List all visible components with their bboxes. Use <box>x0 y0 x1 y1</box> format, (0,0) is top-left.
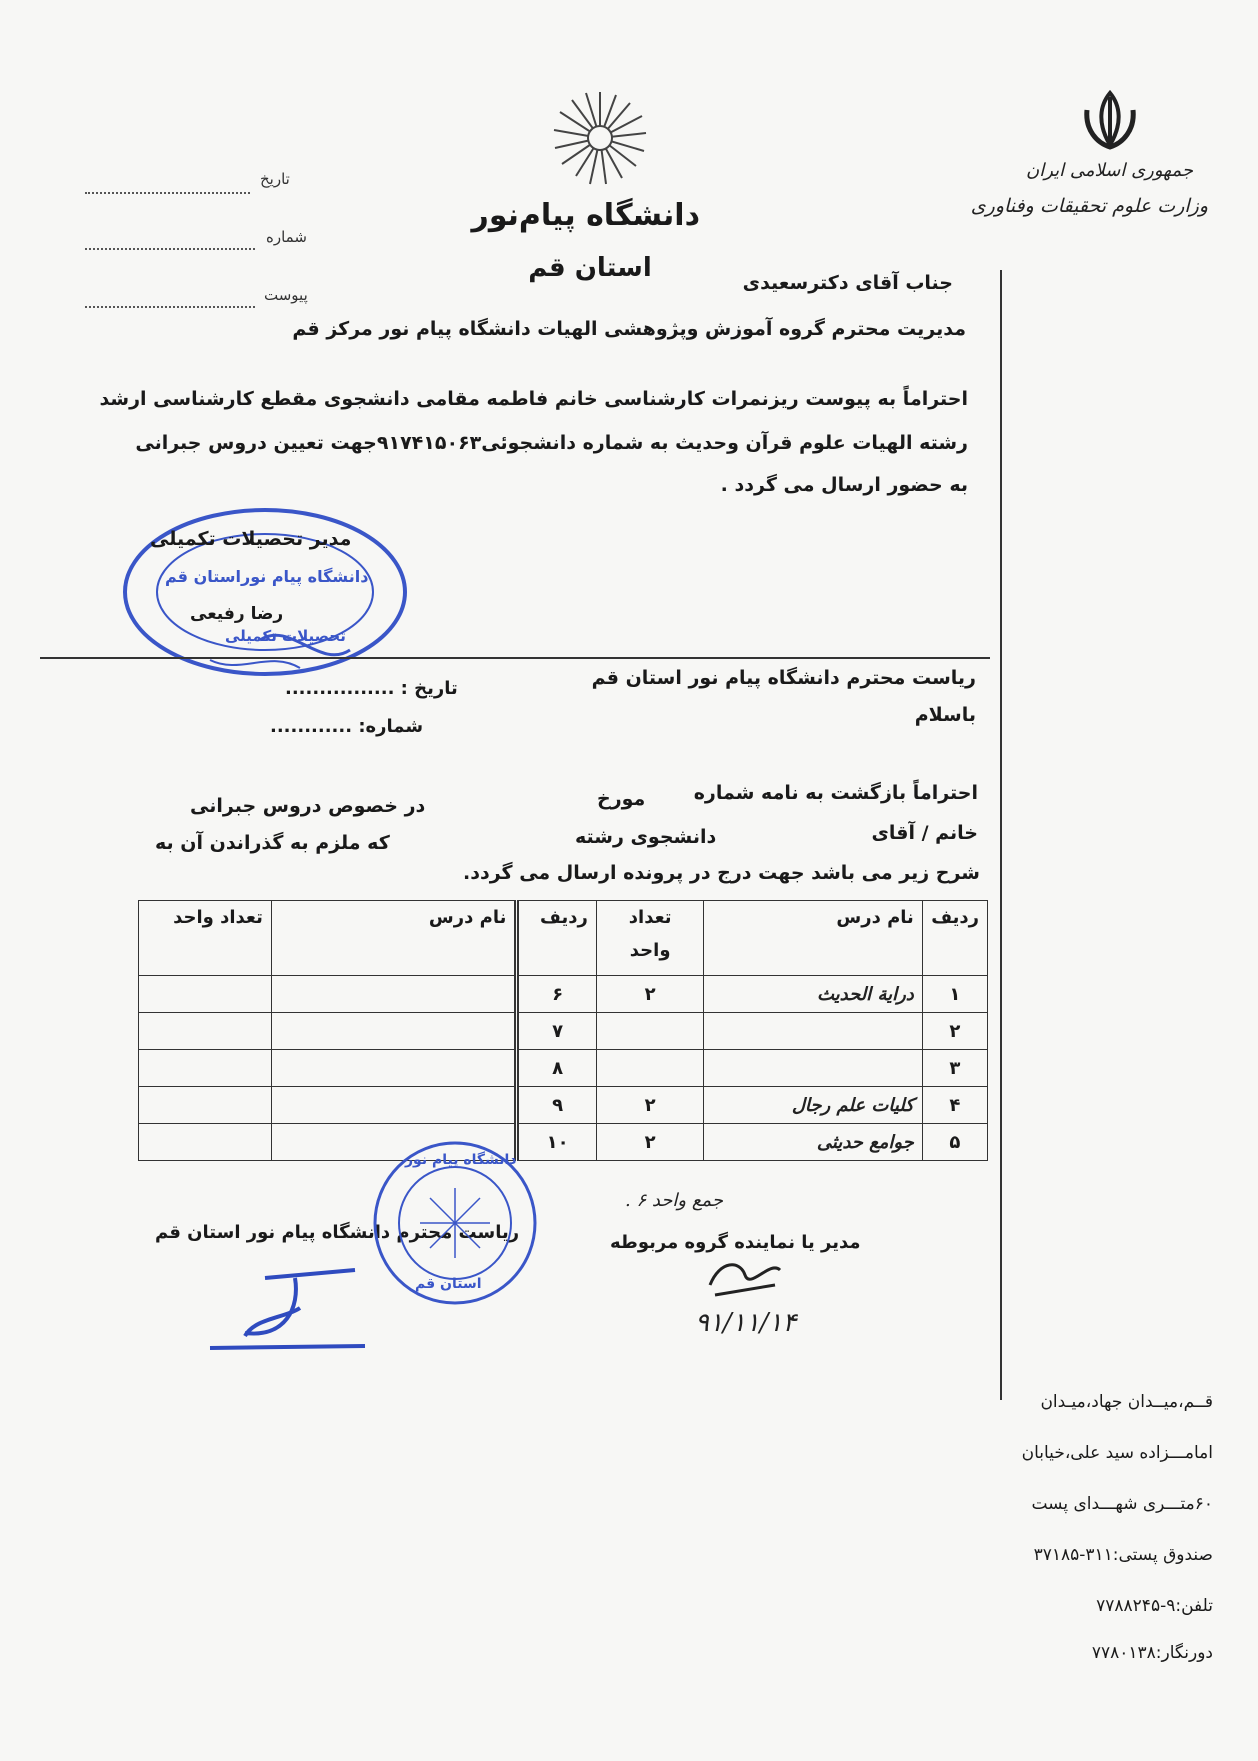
fax: دورنگار:۷۷۸۰۱۳۸ <box>1091 1643 1213 1663</box>
stamp-ring-text: دانشگاه پیام نوراستان قم <box>165 567 369 586</box>
president-label: ریاست محترم دانشگاه پیام نور استان قم <box>155 1222 520 1243</box>
reply-line3: شرح زیر می باشد جهت درج در پرونده ارسال می گردد. <box>463 862 980 884</box>
table-row <box>139 1013 988 1050</box>
header-units-2: تعداد واحد <box>139 901 272 976</box>
date-dots <box>85 178 250 194</box>
row-number-2: ۶ <box>517 976 596 1013</box>
address-line-4: صندوق پستی:۳۱۱-۳۷۱۸۵ <box>1033 1545 1213 1565</box>
course-name: کلیات علم رجال <box>704 1087 922 1124</box>
reply-line1-a: احتراماً بازگشت به نامه شماره <box>693 782 978 804</box>
table-row <box>139 1050 988 1087</box>
address-line-3: ۶۰متـــری شهـــدای پست <box>1031 1494 1213 1514</box>
number-label: شماره <box>266 228 307 246</box>
number-dots <box>85 234 255 250</box>
table-row <box>139 976 988 1013</box>
table-header-row <box>139 901 988 976</box>
recipient-title: مدیریت محترم گروه آموزش وپژوهشی الهیات دانشگاه پیام نور مرکز قم <box>292 318 966 340</box>
row-number: ۳ <box>922 1050 987 1087</box>
university-name: دانشگاه پیام‌نور <box>471 198 700 233</box>
row-number-2: ۸ <box>517 1050 596 1087</box>
date-label: تاریخ <box>260 170 290 188</box>
course-units <box>596 1013 704 1050</box>
reply-line2-a: خانم / آقای <box>871 822 978 844</box>
phone: تلفن:۹-۷۷۸۸۲۴۵ <box>1096 1596 1213 1616</box>
body-line-1: احتراماً به پیوست ریزنمرات کارشناسی خانم فاطمه مقامی دانشجوی مقطع کارشناسی ارشد <box>99 388 968 410</box>
attachment-label: پیوست <box>264 286 308 304</box>
emblem-line-2: وزارت علوم تحقیقات وفناوری <box>970 195 1208 217</box>
manager-signature-icon <box>700 1250 790 1310</box>
course-name-2 <box>271 1050 517 1087</box>
compensatory-courses-table <box>138 900 988 1161</box>
university-logo-icon <box>550 88 650 188</box>
header-course-2: نام درس <box>271 901 517 976</box>
vertical-divider <box>1000 270 1002 1400</box>
stamp-bottom-text: تحصیلات تکمیلی <box>225 627 346 645</box>
stamp2-ring-text: دانشگاه پیام نور <box>405 1152 517 1168</box>
province-name: استان قم <box>528 253 652 283</box>
signer-name: رضا رفیعی <box>190 604 284 624</box>
row-number-2: ۱۰ <box>517 1124 596 1161</box>
row-number: ۱ <box>922 976 987 1013</box>
iran-emblem-icon <box>1075 85 1145 155</box>
reply-line1-c: در خصوص دروس جبرانی <box>190 795 426 817</box>
course-name-2 <box>271 976 517 1013</box>
table-row <box>139 1087 988 1124</box>
address-line-1: قــم،میــدان جهاد،میـدان <box>1040 1392 1213 1412</box>
row-number: ۲ <box>922 1013 987 1050</box>
row-number-2: ۹ <box>517 1087 596 1124</box>
course-units: ۲ <box>596 976 704 1013</box>
reply-addressee: ریاست محترم دانشگاه پیام نور استان قم <box>591 667 976 689</box>
header-units-line-2: واحد <box>629 940 671 961</box>
course-units: ۲ <box>596 1124 704 1161</box>
handwritten-date: ۹۱/۱۱/۱۴ <box>695 1308 797 1338</box>
row-number: ۴ <box>922 1087 987 1124</box>
reply-greeting: باسلام <box>914 704 976 726</box>
row-number: ۵ <box>922 1124 987 1161</box>
address-line-2: امامـــزاده سید علی،خیابان <box>1021 1443 1213 1463</box>
header-units <box>596 901 704 976</box>
course-name <box>704 1013 922 1050</box>
course-units-2 <box>139 1087 272 1124</box>
reply-line2-c: که ملزم به گذراندن آن به <box>155 832 390 854</box>
emblem-line-1: جمهوری اسلامی ایران <box>1026 160 1193 181</box>
recipient-name: جناب آقای دکترسعیدی <box>742 272 953 294</box>
attachment-dots <box>85 292 255 308</box>
body-line-2: رشته الهیات علوم قرآن وحدیث به شماره دانشجوئی۹۱۷۴۱۵۰۶۳جهت تعیین دروس جبرانی <box>135 432 968 454</box>
course-units-2 <box>139 1124 272 1161</box>
stamp-title: مدیر تحصیلات تکمیلی <box>150 528 352 550</box>
course-name: درایة الحدیث <box>704 976 922 1013</box>
table-row <box>139 1124 988 1161</box>
course-units-2 <box>139 1050 272 1087</box>
course-units-2 <box>139 1013 272 1050</box>
course-name: جوامع حدیثی <box>704 1124 922 1161</box>
president-signature-icon <box>205 1258 375 1358</box>
horizontal-divider <box>40 657 990 659</box>
course-name <box>704 1050 922 1087</box>
header-row-number: ردیف <box>922 901 987 976</box>
reply-date: تاریخ : ................ <box>285 678 458 699</box>
header-course: نام درس <box>704 901 922 976</box>
reply-line1-b: مورخ <box>597 788 646 810</box>
course-units: ۲ <box>596 1087 704 1124</box>
reply-number: شماره: ............ <box>270 716 424 737</box>
reply-line2-b: دانشجوی رشته <box>575 826 717 848</box>
header-row-number-2: ردیف <box>517 901 596 976</box>
body-line-3: به حضور ارسال می گردد . <box>720 474 968 496</box>
stamp2-bottom-text: استان قم <box>415 1276 482 1292</box>
header-units-line-1: تعداد <box>628 907 672 928</box>
total-units-note: جمع واحد ۶ . <box>625 1190 723 1211</box>
course-name-2 <box>271 1087 517 1124</box>
course-units <box>596 1050 704 1087</box>
row-number-2: ۷ <box>517 1013 596 1050</box>
course-name-2 <box>271 1013 517 1050</box>
course-units-2 <box>139 976 272 1013</box>
group-manager-label: مدیر یا نماینده گروه مربوطه <box>610 1232 861 1253</box>
